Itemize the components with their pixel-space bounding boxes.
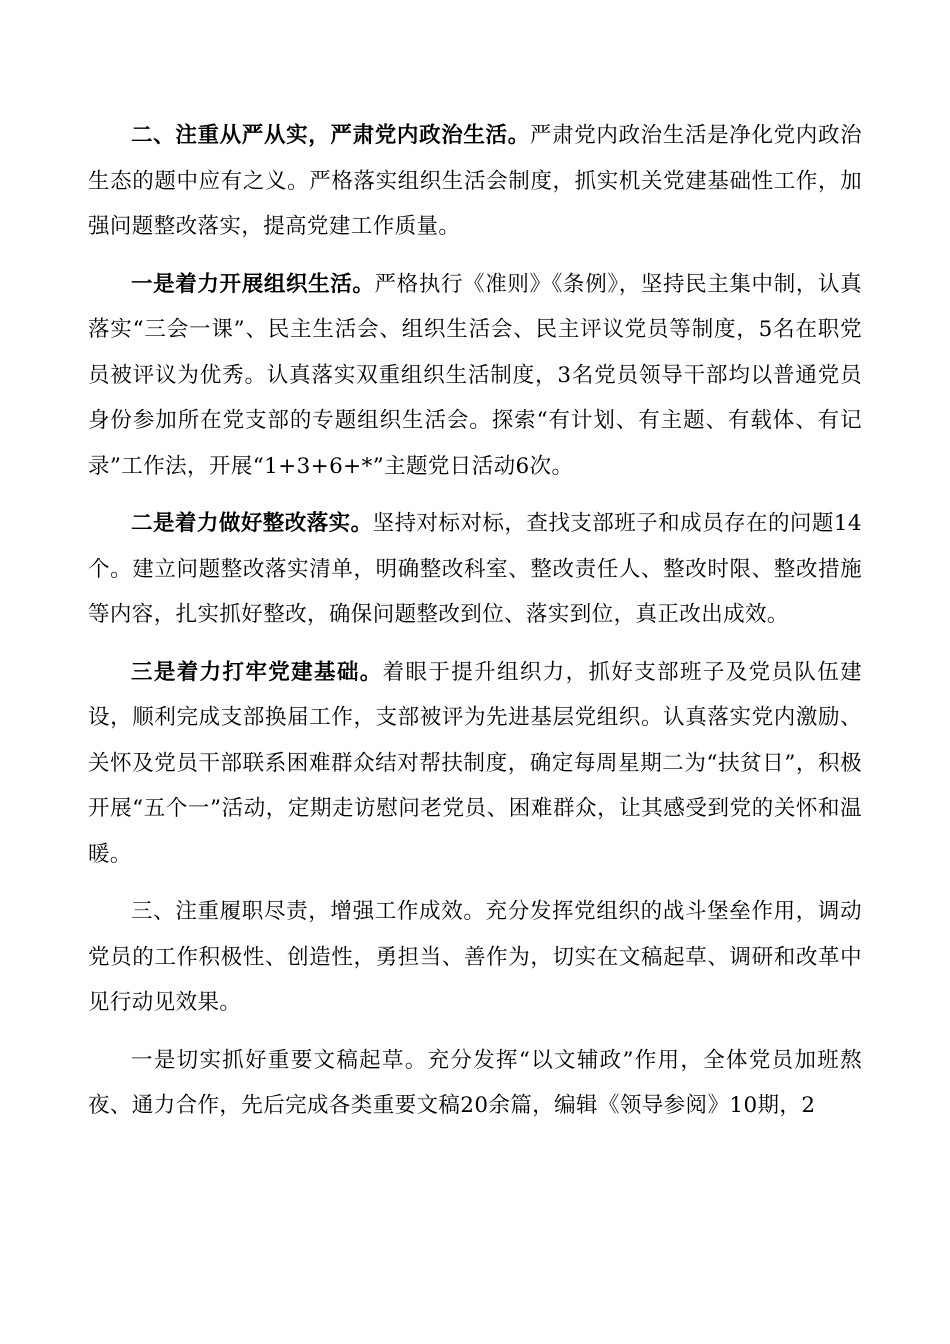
paragraph-text: 着眼于提升组织力，抓好支部班子及党员队伍建设，顺利完成支部换届工作，支部被评为先进基层党组织。认真落实党内激励、关怀及党员干部联系困难群众结对帮扶制度，确定每周星期二为“扶贫日”，积极开展“五个一”活动，定期走访慰问老党员、困难群众，让其感受到党的关怀和温暖。 xyxy=(88,659,863,867)
paragraph-lead: 二、注重从严从实，严肃党内政治生活。 xyxy=(131,123,530,148)
paragraph-drafting xyxy=(88,1038,862,1129)
paragraph-text: 严格执行《准则》《条例》，坚持民主集中制，认真落实“三会一课”、民主生活会、组织生活会、民主评议党员等制度，5名在职党员被评议为优秀。认真落实双重组织生活制度，3名党员领导干部均以普通党员身份参加所在党支部的专题组织生活会。探索“有计划、有主题、有载体、有记录”工作法，开展“1+3+6+*”主题党日活动6次。 xyxy=(88,271,863,479)
paragraph-text: 一是切实抓好重要文稿起草。充分发挥“以文辅政”作用，全体党员加班熬夜、通力合作，先后完成各类重要文稿20余篇，编辑《领导参阅》10期，2 xyxy=(88,1047,862,1118)
paragraph-text: 坚持对标对标，查找支部班子和成员存在的问题14个。建立问题整改落实清单，明确整改科室、整改责任人、整改时限、整改措施等内容，扎实抓好整改，确保问题整改到位、落实到位，真正改出成效。 xyxy=(88,511,863,627)
paragraph-item-two xyxy=(88,501,862,638)
paragraph-text: 三、注重履职尽责，增强工作成效。充分发挥党组织的战斗堡垒作用，调动党员的工作积极性、创造性，勇担当、善作为，切实在文稿起草、调研和改革中见行动见效果。 xyxy=(88,899,862,1015)
paragraph-text: 严肃党内政治生活是净化党内政治生态的题中应有之义。严格落实组织生活会制度，抓实机关党建基础性工作，加强问题整改落实，提高党建工作质量。 xyxy=(88,123,862,239)
paragraph-lead: 二是着力做好整改落实。 xyxy=(131,511,373,536)
paragraph-section-three xyxy=(88,889,862,1026)
paragraph-item-one xyxy=(88,262,862,490)
paragraph-item-three xyxy=(88,650,862,878)
paragraph-section-two xyxy=(88,113,862,250)
paragraph-lead: 三是着力打牢党建基础。 xyxy=(131,659,383,685)
paragraph-lead: 一是着力开展组织生活。 xyxy=(131,271,375,297)
